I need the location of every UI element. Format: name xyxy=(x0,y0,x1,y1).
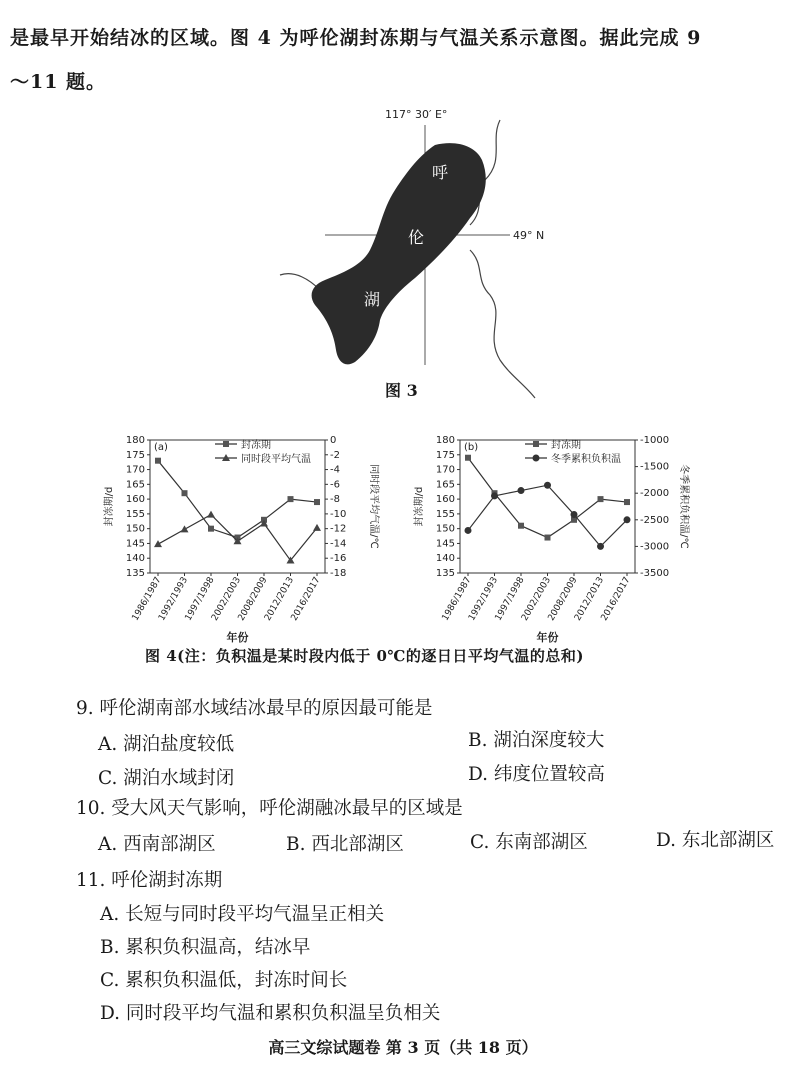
chart-a-legend-label-0: 封冻期 xyxy=(241,440,271,451)
chart-b-point-circle xyxy=(465,527,472,534)
chart-b-point-circle xyxy=(597,543,604,550)
latitude-label: 49° N xyxy=(513,229,545,242)
chart-b-point-circle xyxy=(491,492,498,499)
chart-a-right-tick-label: -6 xyxy=(330,479,340,491)
question-10-stem: 10. 受大风天气影响，呼伦湖融冰最早的区域是 xyxy=(76,798,463,819)
chart-a-point-square xyxy=(208,526,214,532)
chart-a-y2label: 同时段平均气温/℃ xyxy=(368,464,379,549)
question-11-option-a: A. 长短与同时段平均气温呈正相关 xyxy=(100,904,385,925)
lake-map xyxy=(270,100,550,400)
river-east xyxy=(470,250,535,398)
chart-a-right-tick-label: -18 xyxy=(330,568,347,579)
chart-a-left-tick-label: 180 xyxy=(125,435,145,446)
question-10-option-b: B. 西北部湖区 xyxy=(286,834,404,855)
chart-b-right-tick-label: -1000 xyxy=(640,435,670,446)
chart-a-left-tick-label: 160 xyxy=(125,494,145,506)
chart-a-right-tick-label: -12 xyxy=(330,523,347,535)
figure-4-charts xyxy=(100,430,689,645)
chart-b-left-tick-label: 175 xyxy=(435,449,455,461)
chart-b-right-tick-label: -1500 xyxy=(640,461,670,473)
chart-b-left-tick-label: 155 xyxy=(435,508,455,520)
chart-a-left-tick-label: 170 xyxy=(125,464,145,476)
chart-a-right-tick-label: 0 xyxy=(330,435,337,446)
question-10-option-c: C. 东南部湖区 xyxy=(470,832,588,853)
question-9-option-a: A. 湖泊盐度较低 xyxy=(98,734,235,755)
chart-b-legend-label-1: 冬季累积负积温 xyxy=(551,454,621,465)
chart-b-point-circle xyxy=(544,482,551,489)
question-11-stem: 11. 呼伦湖封冻期 xyxy=(76,870,223,891)
chart-b-point-square xyxy=(624,499,630,505)
chart-a-x-tick-label: 1986/1987 xyxy=(130,575,164,623)
chart-a-point-triangle xyxy=(207,511,215,518)
chart-a-x-tick-label: 2012/2013 xyxy=(263,575,297,623)
chart-b-left-tick-label: 135 xyxy=(435,568,455,579)
chart-b-x-tick-label: 1997/1998 xyxy=(493,575,527,623)
chart-a-left-tick-label: 155 xyxy=(125,508,145,520)
chart-b-x-tick-label: 2002/2003 xyxy=(520,575,554,623)
chart-a-point-triangle xyxy=(154,540,162,547)
chart-a-x-tick-label: 1992/1993 xyxy=(157,575,191,623)
chart-b-y2label: 冬季累积负积温/℃ xyxy=(678,464,689,549)
chart-b-left-tick-label: 140 xyxy=(435,553,455,565)
question-11-option-d: D. 同时段平均气温和累积负积温呈负相关 xyxy=(100,1003,441,1024)
question-11-option-b: B. 累积负积温高，结冰早 xyxy=(100,937,311,958)
chart-b-point-circle xyxy=(518,487,525,494)
question-9-stem: 9. 呼伦湖南部水域结冰最早的原因最可能是 xyxy=(76,698,433,719)
chart-a-left-tick-label: 135 xyxy=(125,568,145,579)
chart-b-ylabel: 封冻期/d xyxy=(414,486,425,527)
chart-b-right-tick-label: -3000 xyxy=(640,541,670,553)
chart-b-point-square xyxy=(545,535,551,541)
chart-a-legend-label-1: 同时段平均气温 xyxy=(241,454,311,465)
chart-a-left-tick-label: 165 xyxy=(125,479,145,491)
chart-b-x-tick-label: 1992/1993 xyxy=(467,575,501,623)
figure-3-caption: 图 3 xyxy=(385,381,418,400)
chart-b-point-square xyxy=(598,496,604,502)
chart-b-point-circle xyxy=(571,511,578,518)
question-10-option-d: D. 东北部湖区 xyxy=(656,830,775,851)
chart-b-left-tick-label: 170 xyxy=(435,464,455,476)
chart-a-right-tick-label: -2 xyxy=(330,449,340,461)
chart-a-point-square xyxy=(288,496,294,502)
hulun-lake xyxy=(312,143,486,364)
chart-b-right-tick-label: -2000 xyxy=(640,488,670,500)
question-9-option-d: D. 纬度位置较高 xyxy=(468,764,605,785)
chart-a-right-tick-label: -10 xyxy=(330,508,347,520)
lake-char-1: 呼 xyxy=(432,163,449,182)
intro-line-2: ～11 题。 xyxy=(10,71,107,93)
chart-a-left-tick-label: 175 xyxy=(125,449,145,461)
chart-a-point-triangle xyxy=(313,524,321,531)
chart-a-panel-label: (a) xyxy=(154,442,168,453)
chart-a-right-tick-label: -14 xyxy=(330,538,347,550)
intro-paragraph xyxy=(10,16,800,104)
chart-a-legend-marker xyxy=(223,441,229,447)
chart-a-left-tick-label: 145 xyxy=(125,538,145,550)
chart-a-ylabel: 封冻期/d xyxy=(104,486,115,527)
chart-b-right-tick-label: -3500 xyxy=(640,568,670,579)
chart-b-left-tick-label: 160 xyxy=(435,494,455,506)
chart-b-left-tick-label: 150 xyxy=(435,523,455,535)
chart-b-legend-label-0: 封冻期 xyxy=(551,440,581,451)
lake-char-3: 湖 xyxy=(364,290,381,309)
question-9-option-b: B. 湖泊深度较大 xyxy=(468,730,605,751)
page-footer: 高三文综试题卷 第 3 页（共 18 页） xyxy=(268,1038,538,1057)
chart-b-x-tick-label: 2008/2009 xyxy=(546,575,580,623)
chart-b-legend-marker xyxy=(533,441,539,447)
chart-a-right-tick-label: -16 xyxy=(330,553,347,565)
chart-a-point-square xyxy=(155,458,161,464)
chart-b-point-square xyxy=(518,523,524,529)
chart-a-x-tick-label: 2008/2009 xyxy=(236,575,270,623)
question-11-option-c: C. 累积负积温低，封冻时间长 xyxy=(100,970,348,991)
longitude-label: 117° 30′ E° xyxy=(385,108,448,121)
chart-a-left-tick-label: 150 xyxy=(125,523,145,535)
chart-b-xlabel: 年份 xyxy=(536,631,559,644)
chart-a-xlabel: 年份 xyxy=(226,631,249,644)
intro-line-1: 是最早开始结冰的区域。图 4 为呼伦湖封冻期与气温关系示意图。据此完成 9 xyxy=(10,27,702,49)
chart-b-point-square xyxy=(465,455,471,461)
chart-a-left-tick-label: 140 xyxy=(125,553,145,565)
chart-a-x-tick-label: 2002/2003 xyxy=(210,575,244,623)
question-10-option-a: A. 西南部湖区 xyxy=(98,834,216,855)
question-9-option-c: C. 湖泊水域封闭 xyxy=(98,768,235,789)
chart-b-left-tick-label: 145 xyxy=(435,538,455,550)
chart-a-right-tick-label: -8 xyxy=(330,494,340,506)
chart-b-panel-label: (b) xyxy=(464,442,479,453)
chart-a-point-square xyxy=(182,490,188,496)
chart-a-point-triangle xyxy=(181,525,189,532)
chart-a-point-square xyxy=(314,499,320,505)
lake-char-2: 伦 xyxy=(408,228,425,247)
chart-b-left-tick-label: 180 xyxy=(435,435,455,446)
chart-b-point-circle xyxy=(624,516,631,523)
chart-b-left-tick-label: 165 xyxy=(435,479,455,491)
chart-a-x-tick-label: 2016/2017 xyxy=(289,575,323,623)
chart-b-x-tick-label: 2016/2017 xyxy=(599,575,633,623)
figure-4-caption: 图 4(注：负积温是某时段内低于 0℃的逐日日平均气温的总和) xyxy=(145,647,584,665)
chart-b-right-tick-label: -2500 xyxy=(640,514,670,526)
chart-a-x-tick-label: 1997/1998 xyxy=(183,575,217,623)
chart-b-x-tick-label: 2012/2013 xyxy=(573,575,607,623)
chart-b-legend-marker xyxy=(533,455,540,462)
chart-b-x-tick-label: 1986/1987 xyxy=(440,575,474,623)
chart-a-right-tick-label: -4 xyxy=(330,464,340,476)
